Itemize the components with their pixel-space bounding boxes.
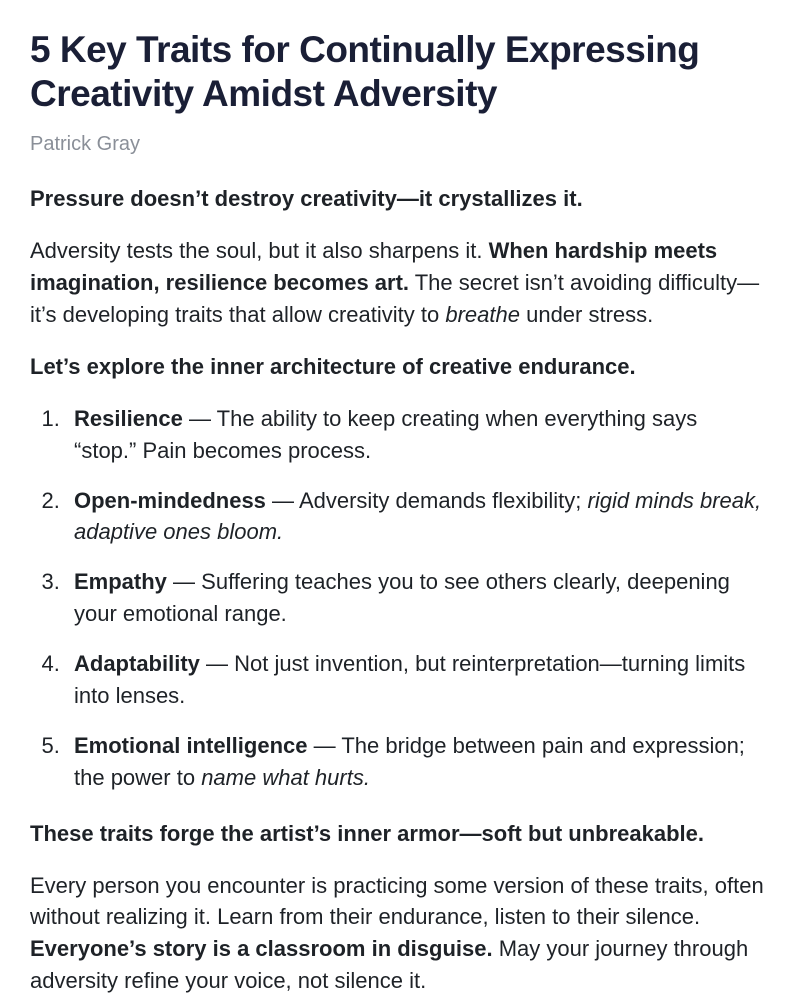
list-item (66, 485, 764, 549)
intro-text-1: Adversity tests the soul, but it also sharpens it. (30, 238, 489, 264)
intro-paragraph (30, 235, 764, 331)
intro-bold-1: When hardship meets imagination, resilience becomes art. (30, 238, 718, 296)
trait-dash: — (265, 487, 299, 513)
trait-dash: — (307, 732, 342, 758)
page-title: 5 Key Traits for Continually Expressing Creativity Amidst Adversity (30, 29, 700, 114)
trait-dash: — (166, 569, 202, 595)
trait-description: Adversity demands flexibility; (298, 487, 588, 513)
intro-text-3: under stress. (519, 301, 654, 327)
intro-text-2: The secret isn’t avoiding difficulty—it’s developing traits that allow creativity to (30, 270, 760, 327)
trait-term: Open-mindedness (74, 487, 266, 513)
lead-paragraph: Pressure doesn’t destroy creativity—it crystallizes it. (30, 186, 583, 212)
closing-tail: May your journey through adversity refine your voice, not silence it. (30, 936, 749, 994)
closing-paragraph-final (30, 933, 764, 997)
traits-list (30, 403, 764, 794)
intro-italic-1: breathe (445, 301, 520, 327)
trait-term: Adaptability (74, 651, 200, 677)
trait-term: Resilience (74, 405, 183, 431)
trait-italic-tail: rigid minds break, adaptive ones bloom. (74, 487, 762, 545)
trait-dash: — (182, 405, 217, 431)
trait-description: Not just invention, but reinterpretation—turning limits into lenses. (74, 651, 746, 708)
trait-description: Suffering teaches you to see others clearly, deepening your emotional range. (74, 569, 730, 627)
trait-term: Emotional intelligence (74, 732, 308, 758)
closing-bold: Everyone’s story is a classroom in disguise. (30, 936, 493, 962)
trait-description: The bridge between pain and expression; the power to (74, 732, 745, 790)
trait-italic-tail: name what hurts. (201, 764, 370, 790)
summary-paragraph: These traits forge the artist’s inner armor—soft but unbreakable. (30, 820, 704, 846)
list-item (66, 566, 764, 630)
section-intro-paragraph: Let’s explore the inner architecture of creative endurance. (30, 353, 636, 379)
trait-dash: — (199, 651, 235, 677)
list-item (66, 648, 764, 712)
trait-term: Empathy (74, 569, 167, 595)
list-item (66, 730, 764, 794)
traits-list-block (30, 403, 764, 794)
list-item (66, 403, 764, 467)
author-byline: Patrick Gray (30, 133, 141, 156)
trait-description: The ability to keep creating when everything says “stop.” Pain becomes process. (74, 405, 698, 463)
closing-paragraph-first: Every person you encounter is practicing some version of these traits, often without realizing it. Learn from their endurance, listen to their silence. (30, 872, 764, 930)
